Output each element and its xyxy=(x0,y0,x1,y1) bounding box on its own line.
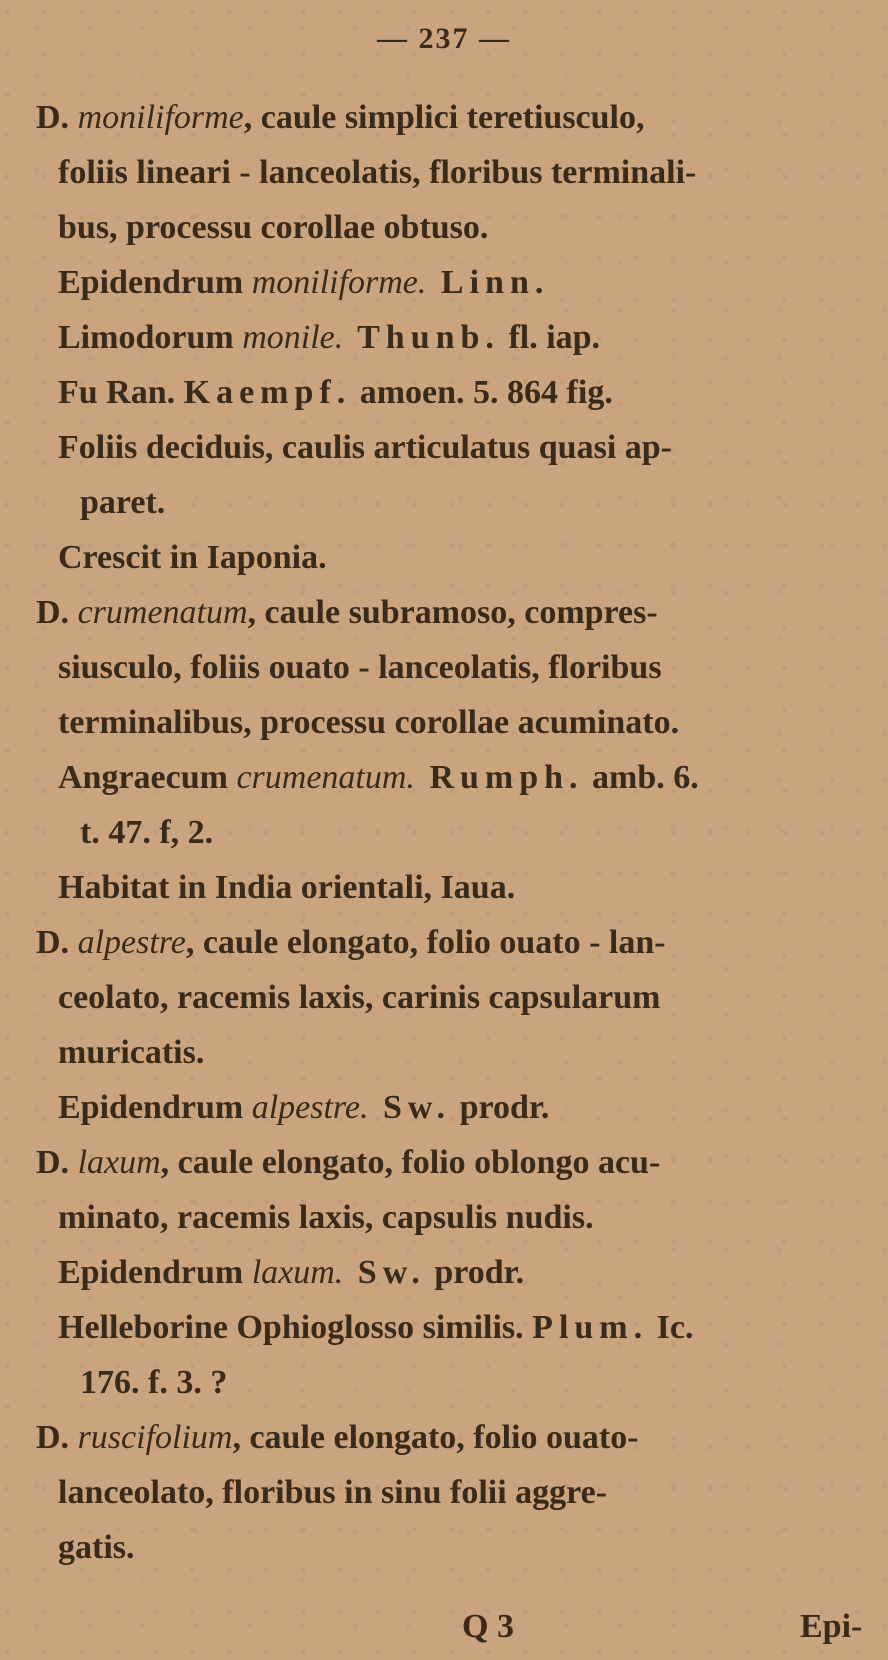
catchword: Epi- xyxy=(800,1608,863,1645)
italic-taxon: ruscifolium xyxy=(77,1419,233,1456)
text-line xyxy=(58,1473,607,1513)
species-entry-line xyxy=(36,593,658,633)
spaced-author: Sw. xyxy=(343,1254,426,1291)
text-line xyxy=(58,263,549,303)
spaced-author: Rumph. xyxy=(414,759,584,796)
italic-taxon: laxum xyxy=(77,1144,161,1181)
spaced-author: Linn. xyxy=(426,264,550,301)
italic-taxon: crumenatum. xyxy=(236,759,415,796)
spaced-author: Thunb. xyxy=(343,319,500,356)
text-line xyxy=(58,1198,594,1238)
text-run: Epidendrum xyxy=(58,1254,252,1291)
spaced-author: Kaempf. xyxy=(183,374,352,411)
text-run: fl. iap. xyxy=(499,319,601,356)
species-entry-line xyxy=(36,923,666,963)
species-entry-line xyxy=(36,1143,660,1183)
text-line xyxy=(58,538,327,578)
italic-taxon: laxum. xyxy=(251,1254,344,1291)
spaced-author: Plum. xyxy=(532,1309,649,1346)
text-run: , caule elongato, folio ouato- xyxy=(232,1419,639,1456)
text-run: siusculo, foliis ouato - lanceolatis, floribus xyxy=(58,649,662,686)
text-line xyxy=(58,208,488,248)
text-line xyxy=(80,1363,227,1403)
text-run: 176. f. 3. ? xyxy=(80,1364,228,1401)
text-run: terminalibus, processu corollae acuminato. xyxy=(58,704,680,741)
text-run: , caule elongato, folio ouato - lan- xyxy=(185,924,666,961)
text-run: D. xyxy=(36,594,78,631)
text-run: D. xyxy=(36,1144,78,1181)
text-line xyxy=(58,153,696,193)
text-run: amoen. 5. 864 fig. xyxy=(351,374,613,411)
italic-taxon: crumenatum xyxy=(77,594,248,631)
page-header: — 237 — xyxy=(377,22,511,55)
text-run: Foliis deciduis, caulis articulatus quasi ap- xyxy=(58,429,672,466)
text-line xyxy=(58,1088,549,1128)
text-line xyxy=(58,758,699,798)
text-run: bus, processu corollae obtuso. xyxy=(58,209,489,246)
text-run: lanceolato, floribus in sinu folii aggre- xyxy=(58,1474,608,1511)
spaced-author: Sw. xyxy=(368,1089,452,1126)
text-run: Ic. xyxy=(648,1309,694,1346)
text-run: t. 47. f, 2. xyxy=(80,814,214,851)
text-run: prodr. xyxy=(425,1254,525,1291)
text-line xyxy=(80,483,165,523)
text-line xyxy=(58,318,600,358)
text-line xyxy=(58,428,672,468)
italic-taxon: alpestre. xyxy=(251,1089,369,1126)
signature-mark: Q 3 xyxy=(462,1608,514,1645)
text-run: Epidendrum xyxy=(58,1089,252,1126)
text-run: , caule subramoso, compres- xyxy=(247,594,658,631)
species-entry-line xyxy=(36,98,645,138)
text-line xyxy=(58,1308,693,1348)
text-line xyxy=(80,813,213,853)
text-run: , caule simplici teretiusculo, xyxy=(243,99,645,136)
text-run: ceolato, racemis laxis, carinis capsularum xyxy=(58,979,661,1016)
text-run: paret. xyxy=(80,484,166,521)
text-run: D. xyxy=(36,99,78,136)
text-run: amb. 6. xyxy=(583,759,699,796)
italic-taxon: monile. xyxy=(242,319,344,356)
text-run: Helleborine Ophioglosso similis. xyxy=(58,1309,533,1346)
text-run: Fu Ran. xyxy=(58,374,184,411)
text-run: D. xyxy=(36,1419,78,1456)
text-line xyxy=(58,1253,524,1293)
text-run: , caule elongato, folio oblongo acu- xyxy=(160,1144,661,1181)
text-run: Angraecum xyxy=(58,759,237,796)
text-run: muricatis. xyxy=(58,1034,205,1071)
text-run: Crescit in Iaponia. xyxy=(58,539,327,576)
text-line xyxy=(58,373,613,413)
species-entry-line xyxy=(36,1418,639,1458)
text-run: Limodorum xyxy=(58,319,243,356)
text-line xyxy=(58,703,679,743)
text-line xyxy=(58,1528,135,1568)
text-line xyxy=(58,868,515,908)
italic-taxon: alpestre xyxy=(77,924,186,961)
text-run: foliis lineari - lanceolatis, floribus terminali- xyxy=(58,154,697,191)
text-run: prodr. xyxy=(451,1089,550,1126)
text-line xyxy=(58,648,662,688)
italic-taxon: moniliforme xyxy=(77,99,244,136)
italic-taxon: moniliforme. xyxy=(251,264,427,301)
text-run: Epidendrum xyxy=(58,264,252,301)
text-run: minato, racemis laxis, capsulis nudis. xyxy=(58,1199,594,1236)
text-line xyxy=(58,1033,204,1073)
text-run: gatis. xyxy=(58,1529,135,1566)
text-line xyxy=(58,978,660,1018)
text-run: Habitat in India orientali, Iaua. xyxy=(58,869,516,906)
text-run: D. xyxy=(36,924,78,961)
